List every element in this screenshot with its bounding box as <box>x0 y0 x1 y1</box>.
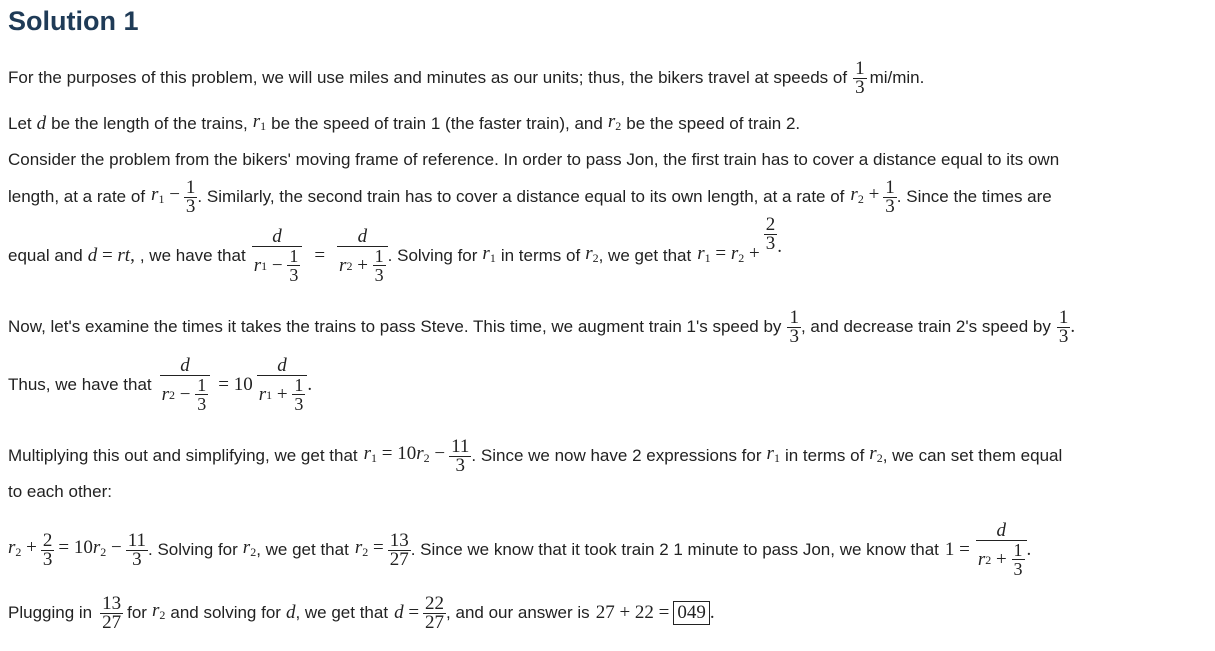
math-r1: $r_1$ <box>766 443 780 465</box>
text: Now, let's examine the times it takes the trains to pass Steve. This time, we augment train 1's speed by <box>8 317 782 336</box>
text: . Since we know that it took train 2 1 minute to pass Jon, we know that <box>410 540 939 559</box>
text: , we get that <box>256 540 349 559</box>
text: , we get that <box>295 603 389 622</box>
page-title: Solution 1 <box>8 6 139 36</box>
fraction-one-third: $\frac{1}{3}$ <box>885 176 895 217</box>
math-r2: $r_2$ <box>607 111 622 133</box>
fraction-one-third: $\frac{1}{3}$ <box>185 176 196 217</box>
math-r2: $r_2$ <box>585 243 599 265</box>
text: For the purposes of this problem, we will use miles and minutes as our units; thus, the bikers travel at speeds of <box>8 68 848 87</box>
text: . Similarly, the second train has to cover a distance equal to its own length, at a rate of <box>197 187 845 206</box>
paragraph-7: Thus, we have that d r 2 − $\frac{1}{3}$ = 10 d r 1 + $\frac{1}{3}$ . <box>8 355 313 414</box>
equals: = <box>314 245 326 266</box>
fraction-two-thirds: $\frac{2}{3}$ <box>765 214 776 254</box>
paragraph-10: $r_2$ + $\frac{2}{3}$ = $10r_2$ − $\frac{11}{3}$ . Solving for $r_2$ , we get that $r_2$ = $\frac{13}{27}$ . Since we know that it took train 2 1 minute to pass Jon, we know that 1 = d r 2 + $\frac{1}{3}$ . <box>8 520 1032 579</box>
fraction-d-over-r2-plus: d r 2 + $\frac{1}{3}$ <box>976 522 1027 578</box>
text: . Since the times are <box>896 187 1052 206</box>
fraction-d-over-r1-minus: d r 1 − $\frac{1}{3}$ <box>252 228 303 284</box>
text: , we can set them equal <box>882 446 1063 465</box>
math-r2-plus: $r_2$ + <box>850 184 880 206</box>
math-r2-eq: $r_2$ = <box>354 537 384 559</box>
paragraph-6: Now, let's examine the times it takes the trains to pass Steve. This time, we augment train 1's speed by $\frac{1}{3}$ , and decrease train 2's speed by $\frac{1}{3}$ . <box>8 306 1076 347</box>
paragraph-5: equal and d = rt, , we have that d r 1 − $\frac{1}{3}$ = d r 2 + $\frac{1}{3}$ . Solving for $r_1$ in terms of $r_2$ , we get that $r_1 = r_2$ + $\frac{2}{3}$ . <box>8 214 782 285</box>
text: , and decrease train 2's speed by <box>800 317 1051 336</box>
text: , we have that <box>139 246 246 265</box>
text: in terms of <box>500 246 581 265</box>
text: Plugging in <box>8 603 93 622</box>
text: , and our answer is <box>446 603 590 622</box>
math-r2: $r_2$ <box>869 443 883 465</box>
fraction-13-27: $\frac{13}{27}$ <box>389 529 409 570</box>
fraction-two-thirds: $\frac{2}{3}$ <box>42 529 53 570</box>
paragraph-11: Plugging in $\frac{13}{27}$ for $r_2$ and solving for d , we get that d = $\frac{22}{27}$ , and our answer is 27 + 22 = 049 . <box>8 592 715 633</box>
text: Let <box>8 114 32 133</box>
text: length, at a rate of <box>8 187 146 206</box>
text: in terms of <box>784 446 865 465</box>
math-sum: 27 + 22 = <box>595 602 670 623</box>
math-r2: $r_2$ <box>151 600 166 622</box>
math-r1: $r_1$ <box>482 243 496 265</box>
fraction-eleven-thirds: $\frac{11}{3}$ <box>127 529 147 570</box>
text: Multiplying this out and simplifying, we get that <box>8 446 358 465</box>
paragraph-8 <box>8 433 1062 479</box>
math-r2-plus: $r_2$ + <box>8 537 37 559</box>
math-r1-eq-10r2-minus: $r_1 = 10r_2$ − <box>363 443 446 465</box>
fraction-d-over-r2-plus: d r 2 + $\frac{1}{3}$ <box>337 228 388 284</box>
math-eq-10r2-minus: = $10r_2$ − <box>58 537 122 559</box>
paragraph-9: to each other: <box>8 482 112 501</box>
text: . Solving for <box>387 246 478 265</box>
math-r1: $r_1$ <box>252 111 267 133</box>
math-d-eq-rt: d = rt, <box>87 245 135 266</box>
fraction-one-third: $\frac{1}{3}$ <box>855 57 865 98</box>
paragraph-3: Consider the problem from the bikers' moving frame of reference. In order to pass Jon, the first train has to cover a distance equal to its own <box>8 150 1060 169</box>
fraction-eleven-thirds: $\frac{11}{3}$ <box>451 435 470 476</box>
math-r2: $r_2$ <box>242 537 257 559</box>
math-r1-eq-r2-plus: $r_1 = r_2$ + <box>697 243 760 265</box>
paragraph-2 <box>8 112 800 136</box>
math-d-eq: d = <box>394 602 420 623</box>
text: Thus, we have that <box>8 375 152 394</box>
paragraph-1 <box>8 55 924 101</box>
fraction-d-over-r2-minus: d r 2 − $\frac{1}{3}$ <box>160 357 211 413</box>
text: for <box>127 603 147 622</box>
text: . Since we now have 2 expressions for <box>471 446 762 465</box>
text: be the speed of train 2. <box>626 114 801 133</box>
fraction-one-third: $\frac{1}{3}$ <box>1058 306 1069 347</box>
math-d: d <box>36 113 47 134</box>
math-r1-minus: $r_1$ − <box>151 184 180 206</box>
unit-text: mi/min. <box>869 68 925 87</box>
fraction-d-over-r1-plus: d r 1 + $\frac{1}{3}$ <box>257 357 308 413</box>
math-one-eq: 1 = <box>944 539 970 560</box>
text: and solving for <box>170 603 281 622</box>
fraction-one-third: $\frac{1}{3}$ <box>789 306 799 347</box>
text: be the length of the trains, <box>51 114 248 133</box>
text: , we get that <box>598 246 692 265</box>
text: . Solving for <box>148 540 238 559</box>
text: be the speed of train 1 (the faster train), and <box>271 114 603 133</box>
fraction-13-27: $\frac{13}{27}$ <box>102 592 122 633</box>
fraction-22-27: $\frac{22}{27}$ <box>425 592 445 633</box>
math-d: d <box>285 602 296 623</box>
equals-ten: = 10 <box>218 374 253 395</box>
answer-box: 049 <box>673 601 710 625</box>
text: equal and <box>8 246 83 265</box>
